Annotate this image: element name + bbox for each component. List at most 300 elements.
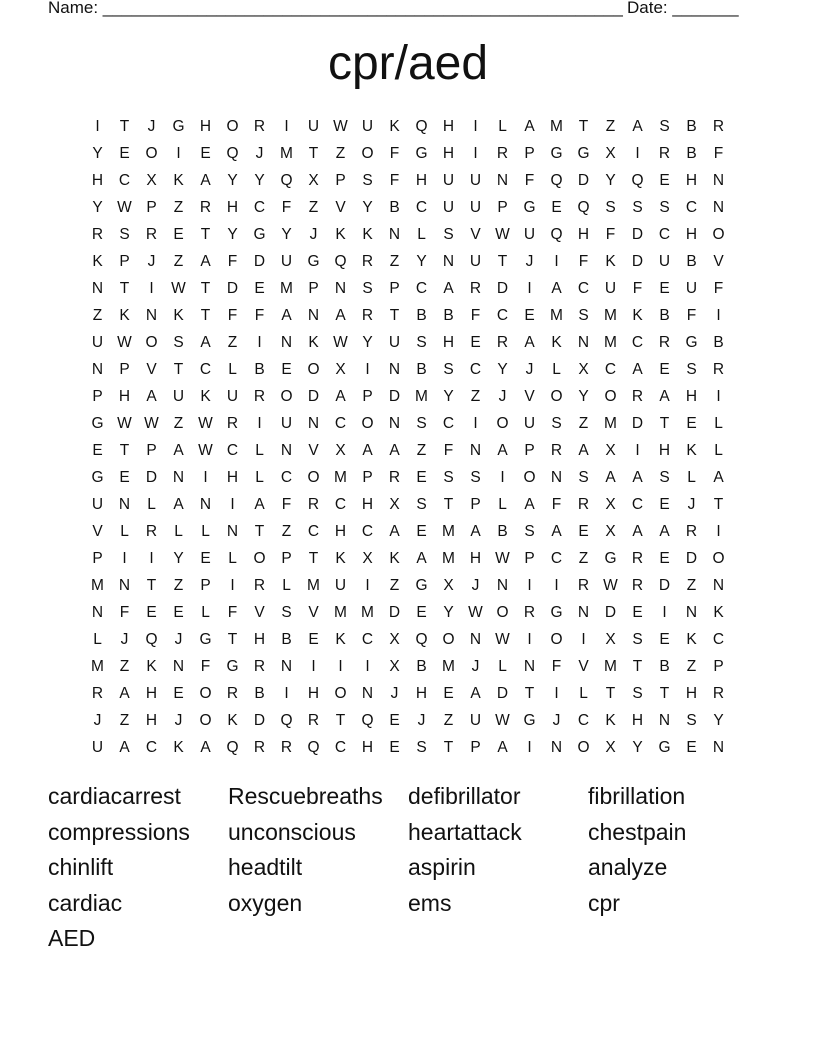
grid-letter: H: [685, 388, 698, 405]
grid-letter: U: [442, 172, 455, 189]
grid-letter: P: [281, 550, 292, 567]
grid-letter: C: [334, 415, 347, 432]
grid-letter: B: [416, 361, 427, 378]
grid-letter: M: [550, 118, 563, 135]
grid-letter: E: [173, 226, 184, 243]
grid-letter: A: [632, 523, 643, 540]
grid-letter: N: [550, 739, 563, 756]
grid-letter: A: [632, 118, 643, 135]
grid-letter: A: [713, 469, 724, 486]
grid-letter: L: [282, 577, 291, 594]
grid-letter: X: [335, 361, 346, 378]
grid-letter: L: [228, 550, 237, 567]
grid-letter: J: [147, 253, 156, 270]
grid-letter: Q: [334, 253, 347, 270]
grid-letter: I: [662, 604, 667, 621]
grid-letter: B: [416, 307, 427, 324]
grid-letter: A: [146, 388, 157, 405]
grid-letter: Q: [550, 226, 563, 243]
grid-letter: L: [498, 496, 507, 513]
grid-letter: B: [254, 361, 265, 378]
grid-letter: I: [257, 415, 262, 432]
grid-letter: F: [389, 145, 400, 162]
grid-letter: C: [415, 199, 428, 216]
grid-letter: S: [605, 199, 616, 216]
grid-letter: X: [605, 496, 616, 513]
word-list-item: chestpain: [588, 818, 687, 845]
grid-letter: D: [388, 388, 401, 405]
grid-letter: S: [632, 631, 643, 648]
grid-letter: U: [469, 172, 482, 189]
grid-letter: G: [685, 334, 698, 351]
grid-letter: J: [471, 577, 480, 594]
grid-letter: Z: [686, 658, 697, 675]
grid-letter: O: [442, 631, 455, 648]
grid-letter: F: [551, 658, 562, 675]
grid-letter: H: [442, 334, 455, 351]
grid-letter: G: [226, 658, 239, 675]
grid-letter: H: [361, 739, 374, 756]
grid-letter: Y: [92, 145, 103, 162]
grid-letter: S: [443, 226, 454, 243]
grid-letter: A: [335, 307, 346, 324]
grid-letter: H: [145, 712, 158, 729]
grid-letter: A: [497, 442, 508, 459]
grid-letter: D: [496, 685, 509, 702]
grid-letter: I: [581, 631, 586, 648]
word-list-item: cardiacarrest: [48, 783, 181, 809]
grid-letter: B: [686, 253, 697, 270]
grid-letter: C: [496, 307, 509, 324]
grid-letter: Y: [227, 172, 238, 189]
grid-letter: P: [524, 550, 535, 567]
grid-letter: N: [199, 496, 212, 513]
grid-letter: T: [146, 577, 157, 594]
grid-letter: C: [604, 361, 617, 378]
grid-letter: B: [497, 523, 508, 540]
grid-letter: T: [659, 685, 670, 702]
grid-letter: A: [524, 334, 535, 351]
grid-letter: O: [523, 469, 536, 486]
grid-letter: L: [228, 361, 237, 378]
grid-letter: E: [254, 280, 265, 297]
grid-letter: H: [442, 145, 455, 162]
grid-letter: M: [361, 604, 374, 621]
grid-letter: A: [200, 253, 211, 270]
grid-letter: S: [524, 523, 535, 540]
grid-letter: K: [119, 307, 130, 324]
grid-letter: B: [416, 658, 427, 675]
grid-letter: U: [91, 739, 104, 756]
grid-letter: Z: [281, 523, 292, 540]
grid-letter: I: [500, 469, 505, 486]
grid-letter: A: [497, 739, 508, 756]
grid-letter: Q: [280, 712, 293, 729]
grid-letter: U: [307, 118, 320, 135]
grid-letter: X: [605, 523, 616, 540]
grid-letter: B: [686, 145, 697, 162]
grid-letter: C: [415, 280, 428, 297]
grid-letter: S: [173, 334, 184, 351]
grid-letter: L: [255, 469, 264, 486]
grid-letter: Y: [443, 388, 454, 405]
grid-letter: A: [659, 388, 670, 405]
grid-letter: I: [284, 685, 289, 702]
grid-letter: N: [685, 604, 698, 621]
grid-letter: E: [308, 631, 319, 648]
grid-letter: T: [308, 550, 319, 567]
grid-letter: S: [551, 415, 562, 432]
grid-letter: W: [171, 280, 186, 297]
grid-letter: Q: [226, 145, 239, 162]
grid-letter: E: [659, 631, 670, 648]
grid-letter: S: [659, 199, 670, 216]
grid-letter: E: [686, 739, 697, 756]
grid-letter: I: [716, 388, 721, 405]
grid-letter: A: [200, 739, 211, 756]
grid-letter: Z: [227, 334, 238, 351]
grid-letter: P: [713, 658, 724, 675]
grid-letter: N: [658, 712, 671, 729]
grid-letter: E: [389, 712, 400, 729]
grid-letter: R: [253, 118, 266, 135]
grid-letter: R: [226, 685, 239, 702]
grid-letter: N: [712, 199, 725, 216]
grid-letter: P: [308, 280, 319, 297]
grid-letter: S: [416, 739, 427, 756]
grid-letter: F: [281, 496, 292, 513]
grid-letter: B: [713, 334, 724, 351]
grid-letter: N: [307, 415, 320, 432]
grid-letter: X: [578, 361, 589, 378]
grid-letter: M: [604, 415, 617, 432]
word-list-item: ems: [408, 889, 452, 916]
grid-letter: Z: [173, 415, 184, 432]
grid-letter: Q: [577, 199, 590, 216]
grid-letter: X: [605, 145, 616, 162]
grid-letter: N: [145, 307, 158, 324]
grid-letter: Q: [145, 631, 158, 648]
grid-letter: L: [255, 442, 264, 459]
grid-letter: F: [443, 442, 454, 459]
grid-letter: M: [550, 307, 563, 324]
word-list-item: unconscious: [228, 818, 356, 845]
grid-letter: N: [388, 361, 401, 378]
grid-letter: V: [524, 388, 535, 405]
grid-letter: R: [577, 496, 590, 513]
grid-letter: F: [605, 226, 616, 243]
grid-letter: W: [117, 415, 132, 432]
grid-letter: K: [173, 739, 184, 756]
grid-letter: N: [280, 658, 293, 675]
grid-letter: E: [659, 280, 670, 297]
grid-letter: O: [199, 685, 212, 702]
grid-letter: N: [388, 415, 401, 432]
grid-letter: T: [200, 280, 211, 297]
grid-letter: U: [523, 226, 536, 243]
grid-letter: N: [172, 658, 185, 675]
grid-letter: U: [469, 712, 482, 729]
grid-letter: G: [91, 415, 104, 432]
grid-letter: I: [554, 253, 559, 270]
grid-letter: K: [686, 442, 697, 459]
grid-letter: F: [119, 604, 130, 621]
grid-letter: K: [173, 307, 184, 324]
grid-letter: X: [443, 577, 454, 594]
grid-letter: F: [281, 199, 292, 216]
grid-letter: I: [284, 118, 289, 135]
grid-letter: E: [92, 442, 103, 459]
grid-letter: W: [495, 226, 510, 243]
grid-letter: K: [308, 334, 319, 351]
grid-letter: L: [417, 226, 426, 243]
grid-letter: W: [333, 334, 348, 351]
grid-letter: C: [334, 739, 347, 756]
grid-letter: W: [198, 442, 213, 459]
grid-letter: R: [145, 226, 158, 243]
grid-letter: J: [525, 361, 534, 378]
grid-letter: R: [523, 604, 536, 621]
grid-letter: T: [605, 685, 616, 702]
grid-letter: A: [551, 523, 562, 540]
grid-letter: H: [145, 685, 158, 702]
grid-letter: V: [254, 604, 265, 621]
grid-letter: V: [308, 604, 319, 621]
name-field-label: Name: _______________________________________________________: [48, 0, 623, 17]
grid-letter: R: [658, 334, 671, 351]
grid-letter: E: [524, 307, 535, 324]
grid-letter: U: [604, 280, 617, 297]
grid-letter: F: [713, 145, 724, 162]
grid-letter: Z: [443, 712, 454, 729]
grid-letter: R: [253, 388, 266, 405]
grid-letter: J: [255, 145, 264, 162]
grid-letter: C: [631, 496, 644, 513]
grid-letter: I: [554, 577, 559, 594]
grid-letter: Z: [92, 307, 103, 324]
grid-letter: G: [550, 145, 563, 162]
grid-letter: S: [416, 415, 427, 432]
grid-letter: I: [473, 145, 478, 162]
grid-letter: O: [226, 118, 239, 135]
grid-letter: A: [524, 118, 535, 135]
grid-letter: U: [523, 415, 536, 432]
grid-letter: O: [550, 388, 563, 405]
grid-letter: H: [685, 685, 698, 702]
grid-letter: S: [659, 118, 670, 135]
grid-letter: P: [119, 253, 130, 270]
grid-letter: U: [226, 388, 239, 405]
grid-letter: R: [361, 307, 374, 324]
grid-letter: H: [118, 388, 131, 405]
grid-letter: A: [335, 388, 346, 405]
grid-letter: S: [659, 469, 670, 486]
grid-letter: Y: [92, 199, 103, 216]
grid-letter: L: [93, 631, 102, 648]
grid-letter: F: [686, 307, 697, 324]
grid-letter: K: [146, 658, 157, 675]
grid-letter: X: [605, 442, 616, 459]
grid-letter: A: [200, 172, 211, 189]
grid-letter: T: [200, 226, 211, 243]
word-list-item: AED: [48, 925, 96, 952]
grid-letter: N: [496, 172, 509, 189]
grid-letter: R: [685, 523, 698, 540]
grid-letter: N: [91, 280, 104, 297]
grid-letter: Y: [281, 226, 292, 243]
grid-letter: P: [497, 199, 508, 216]
grid-letter: X: [146, 172, 157, 189]
grid-letter: P: [362, 388, 373, 405]
grid-letter: E: [200, 550, 211, 567]
grid-letter: Z: [605, 118, 616, 135]
grid-letter: X: [308, 172, 319, 189]
grid-letter: P: [92, 388, 103, 405]
grid-letter: T: [173, 361, 184, 378]
grid-letter: N: [442, 253, 455, 270]
grid-letter: Y: [362, 334, 373, 351]
grid-letter: C: [577, 280, 590, 297]
grid-letter: K: [335, 631, 346, 648]
grid-letter: I: [95, 118, 100, 135]
word-list-item: cpr: [588, 889, 620, 916]
grid-letter: A: [200, 334, 211, 351]
grid-letter: K: [335, 550, 346, 567]
grid-letter: I: [230, 496, 235, 513]
grid-letter: E: [632, 604, 643, 621]
grid-letter: Y: [227, 226, 238, 243]
grid-letter: M: [334, 604, 347, 621]
grid-letter: I: [203, 469, 208, 486]
grid-letter: M: [91, 577, 104, 594]
grid-letter: E: [443, 685, 454, 702]
grid-letter: Y: [605, 172, 616, 189]
grid-letter: N: [118, 496, 131, 513]
grid-letter: Y: [416, 253, 427, 270]
grid-letter: L: [201, 523, 210, 540]
grid-letter: S: [470, 469, 481, 486]
grid-letter: N: [712, 172, 725, 189]
grid-letter: C: [280, 469, 293, 486]
grid-letter: S: [443, 361, 454, 378]
grid-letter: M: [604, 334, 617, 351]
grid-letter: I: [176, 145, 181, 162]
grid-letter: H: [226, 199, 239, 216]
grid-letter: G: [604, 550, 617, 567]
grid-letter: T: [335, 712, 346, 729]
grid-letter: Q: [415, 118, 428, 135]
grid-letter: G: [172, 118, 185, 135]
grid-letter: G: [658, 739, 671, 756]
grid-letter: W: [117, 334, 132, 351]
grid-letter: I: [311, 658, 316, 675]
grid-letter: T: [443, 739, 454, 756]
grid-letter: Z: [470, 388, 481, 405]
grid-letter: E: [551, 199, 562, 216]
grid-letter: L: [498, 118, 507, 135]
grid-letter: N: [469, 442, 482, 459]
grid-letter: A: [443, 280, 454, 297]
word-list-item: cardiac: [48, 889, 123, 916]
grid-letter: P: [389, 280, 400, 297]
grid-letter: H: [334, 523, 347, 540]
grid-letter: Y: [578, 388, 589, 405]
grid-letter: J: [552, 712, 561, 729]
grid-letter: O: [280, 388, 293, 405]
grid-letter: C: [631, 334, 644, 351]
grid-letter: A: [254, 496, 265, 513]
grid-letter: A: [605, 469, 616, 486]
word-list-item: aspirin: [408, 854, 476, 881]
grid-letter: Z: [173, 253, 184, 270]
grid-letter: E: [416, 523, 427, 540]
grid-letter: T: [578, 118, 589, 135]
grid-letter: M: [604, 307, 617, 324]
grid-letter: L: [579, 685, 588, 702]
grid-letter: W: [144, 415, 159, 432]
word-list-item: compressions: [48, 818, 190, 845]
grid-letter: O: [199, 712, 212, 729]
grid-letter: C: [145, 739, 158, 756]
grid-letter: M: [280, 145, 293, 162]
grid-letter: K: [605, 253, 616, 270]
grid-letter: A: [389, 523, 400, 540]
grid-letter: H: [442, 118, 455, 135]
grid-letter: Z: [173, 199, 184, 216]
grid-letter: I: [365, 577, 370, 594]
grid-letter: N: [712, 577, 725, 594]
grid-letter: D: [577, 172, 590, 189]
grid-letter: E: [659, 172, 670, 189]
grid-letter: N: [307, 307, 320, 324]
grid-letter: H: [685, 172, 698, 189]
grid-letter: R: [577, 577, 590, 594]
grid-letter: R: [91, 226, 104, 243]
grid-letter: I: [365, 361, 370, 378]
grid-letter: R: [496, 334, 509, 351]
grid-letter: H: [199, 118, 212, 135]
grid-letter: F: [389, 172, 400, 189]
word-list-item: Rescuebreaths: [228, 783, 383, 809]
grid-letter: D: [307, 388, 320, 405]
grid-letter: K: [173, 172, 184, 189]
grid-letter: U: [91, 334, 104, 351]
letter-grid: [84, 113, 732, 761]
grid-letter: S: [362, 172, 373, 189]
grid-letter: P: [146, 199, 157, 216]
grid-letter: O: [577, 739, 590, 756]
grid-letter: T: [713, 496, 724, 513]
grid-letter: X: [605, 631, 616, 648]
grid-letter: F: [254, 307, 265, 324]
grid-letter: C: [226, 442, 239, 459]
grid-letter: D: [496, 280, 509, 297]
grid-letter: W: [333, 118, 348, 135]
grid-letter: B: [281, 631, 292, 648]
grid-letter: I: [338, 658, 343, 675]
grid-letter: U: [280, 253, 293, 270]
grid-letter: G: [199, 631, 212, 648]
grid-letter: J: [309, 226, 318, 243]
grid-letter: T: [308, 145, 319, 162]
grid-letter: Y: [497, 361, 508, 378]
grid-letter: V: [578, 658, 589, 675]
grid-letter: Z: [389, 253, 400, 270]
grid-letter: N: [550, 469, 563, 486]
grid-letter: U: [361, 118, 374, 135]
grid-letter: V: [92, 523, 103, 540]
grid-letter: N: [523, 658, 536, 675]
